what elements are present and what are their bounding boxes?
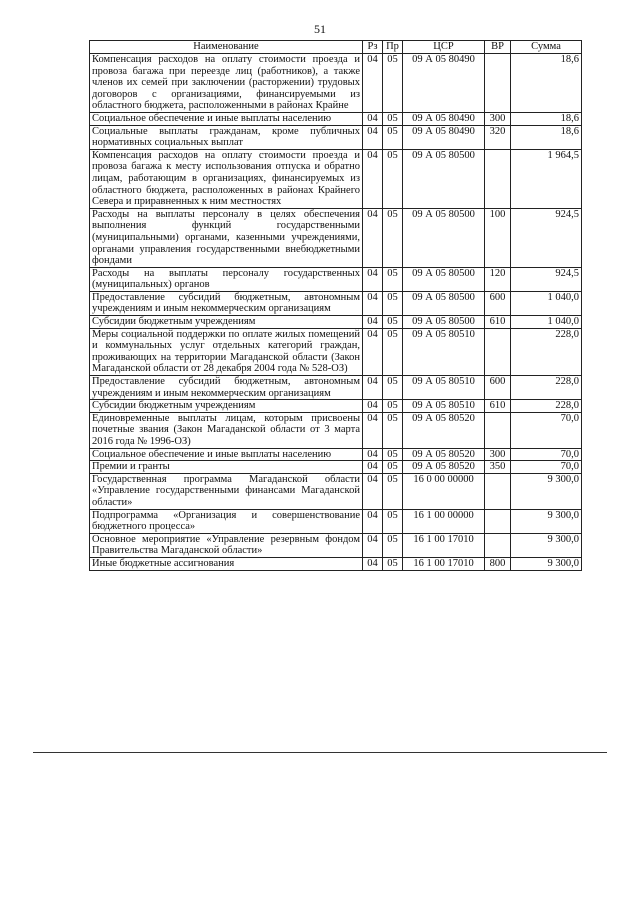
cell-sum: 70,0: [511, 461, 582, 474]
cell-sum: 18,6: [511, 54, 582, 113]
cell-sum: 228,0: [511, 328, 582, 375]
cell-sum: 9 300,0: [511, 509, 582, 533]
cell-csr: 09 А 05 80500: [403, 267, 485, 291]
cell-sum: 924,5: [511, 267, 582, 291]
table-row: [90, 473, 582, 509]
cell-vr: 600: [485, 376, 511, 400]
cell-csr: 16 0 00 00000: [403, 473, 485, 509]
bottom-divider: [33, 752, 607, 753]
cell-rz: 04: [363, 473, 383, 509]
cell-rz: 04: [363, 376, 383, 400]
cell-pr: 05: [383, 112, 403, 125]
cell-name: Субсидии бюджетным учреждениям: [90, 400, 363, 413]
cell-name: Единовременные выплаты лицам, которым присвоены почетные звания (Закон Магаданской области от 3 марта 2016 года № 1996-ОЗ): [90, 412, 363, 448]
cell-rz: 04: [363, 448, 383, 461]
cell-rz: 04: [363, 54, 383, 113]
table-row: [90, 125, 582, 149]
cell-name: Социальное обеспечение и иные выплаты населению: [90, 448, 363, 461]
table-row: [90, 112, 582, 125]
cell-name: Расходы на выплаты персоналу государственных (муниципальных) органов: [90, 267, 363, 291]
cell-vr: 610: [485, 400, 511, 413]
cell-name: Иные бюджетные ассигнования: [90, 557, 363, 570]
cell-vr: 300: [485, 112, 511, 125]
cell-name: Субсидии бюджетным учреждениям: [90, 316, 363, 329]
cell-name: Подпрограмма «Организация и совершенствование бюджетного процесса»: [90, 509, 363, 533]
cell-rz: 04: [363, 112, 383, 125]
cell-pr: 05: [383, 316, 403, 329]
cell-csr: 09 А 05 80490: [403, 54, 485, 113]
table-row: [90, 400, 582, 413]
cell-csr: 16 1 00 00000: [403, 509, 485, 533]
cell-pr: 05: [383, 328, 403, 375]
cell-rz: 04: [363, 149, 383, 208]
table-row: [90, 149, 582, 208]
cell-csr: 09 А 05 80520: [403, 461, 485, 474]
cell-rz: 04: [363, 557, 383, 570]
cell-rz: 04: [363, 328, 383, 375]
table-row: [90, 533, 582, 557]
cell-pr: 05: [383, 208, 403, 267]
cell-rz: 04: [363, 533, 383, 557]
cell-vr: 100: [485, 208, 511, 267]
cell-pr: 05: [383, 533, 403, 557]
column-header-rz: Рз: [363, 41, 383, 54]
cell-pr: 05: [383, 509, 403, 533]
cell-vr: [485, 533, 511, 557]
cell-name: Расходы на выплаты персоналу в целях обеспечения выполнения функций государственными (муниципальными) органами, казенными учреждениями, органами управления государственными внебюджетными фондами: [90, 208, 363, 267]
cell-name: Меры социальной поддержки по оплате жилых помещений и коммунальных услуг отдельных категорий граждан, проживающих на территории Магаданской области (Закон Магаданской области от 28 декабря 2004 года № 528-ОЗ): [90, 328, 363, 375]
cell-csr: 09 А 05 80500: [403, 208, 485, 267]
cell-name: Предоставление субсидий бюджетным, автономным учреждениям и иным некоммерческим организациям: [90, 376, 363, 400]
table-row: [90, 557, 582, 570]
cell-name: Социальное обеспечение и иные выплаты населению: [90, 112, 363, 125]
cell-csr: 09 А 05 80500: [403, 149, 485, 208]
cell-csr: 09 А 05 80500: [403, 291, 485, 315]
cell-sum: 1 040,0: [511, 316, 582, 329]
table-row: [90, 208, 582, 267]
cell-rz: 04: [363, 400, 383, 413]
cell-name: Компенсация расходов на оплату стоимости проезда и провоза багажа к месту использования отпуска и обратно лицам, работающим в организациях, финансируемых из областного бюджета, расположенных в районах Крайнего Севера и приравненных к ним местностях: [90, 149, 363, 208]
cell-sum: 18,6: [511, 112, 582, 125]
cell-sum: 1 040,0: [511, 291, 582, 315]
cell-name: Основное мероприятие «Управление резервным фондом Правительства Магаданской области»: [90, 533, 363, 557]
table-row: [90, 448, 582, 461]
table-row: [90, 412, 582, 448]
cell-sum: 9 300,0: [511, 533, 582, 557]
cell-sum: 228,0: [511, 400, 582, 413]
cell-csr: 09 А 05 80510: [403, 400, 485, 413]
cell-vr: [485, 328, 511, 375]
cell-pr: 05: [383, 149, 403, 208]
cell-rz: 04: [363, 461, 383, 474]
cell-vr: 320: [485, 125, 511, 149]
cell-csr: 16 1 00 17010: [403, 557, 485, 570]
cell-csr: 09 А 05 80520: [403, 448, 485, 461]
cell-sum: 228,0: [511, 376, 582, 400]
cell-pr: 05: [383, 291, 403, 315]
column-header-vr: ВР: [485, 41, 511, 54]
cell-pr: 05: [383, 376, 403, 400]
column-header-pr: Пр: [383, 41, 403, 54]
cell-rz: 04: [363, 412, 383, 448]
cell-sum: 9 300,0: [511, 473, 582, 509]
table-header-row: [90, 41, 582, 54]
cell-vr: [485, 54, 511, 113]
cell-pr: 05: [383, 267, 403, 291]
cell-rz: 04: [363, 125, 383, 149]
cell-name: Премии и гранты: [90, 461, 363, 474]
cell-name: Социальные выплаты гражданам, кроме публичных нормативных социальных выплат: [90, 125, 363, 149]
cell-sum: 18,6: [511, 125, 582, 149]
cell-pr: 05: [383, 473, 403, 509]
cell-sum: 1 964,5: [511, 149, 582, 208]
table-row: [90, 328, 582, 375]
cell-name: Компенсация расходов на оплату стоимости проезда и провоза багажа при переезде лиц (работников), а также членов их семей при заключении (расторжении) трудовых договоров с организациями, финансируемыми из областного бюджета, расположенными в районах Крайне: [90, 54, 363, 113]
cell-rz: 04: [363, 208, 383, 267]
cell-sum: 70,0: [511, 412, 582, 448]
cell-pr: 05: [383, 461, 403, 474]
budget-table: [89, 40, 582, 571]
cell-vr: 800: [485, 557, 511, 570]
cell-csr: 09 А 05 80490: [403, 112, 485, 125]
cell-pr: 05: [383, 125, 403, 149]
cell-pr: 05: [383, 557, 403, 570]
cell-csr: 16 1 00 17010: [403, 533, 485, 557]
table-row: [90, 461, 582, 474]
cell-vr: 600: [485, 291, 511, 315]
cell-sum: 70,0: [511, 448, 582, 461]
cell-csr: 09 А 05 80490: [403, 125, 485, 149]
cell-sum: 9 300,0: [511, 557, 582, 570]
cell-csr: 09 А 05 80510: [403, 376, 485, 400]
cell-sum: 924,5: [511, 208, 582, 267]
cell-vr: 120: [485, 267, 511, 291]
cell-pr: 05: [383, 54, 403, 113]
cell-rz: 04: [363, 291, 383, 315]
cell-name: Предоставление субсидий бюджетным, автономным учреждениям и иным некоммерческим организациям: [90, 291, 363, 315]
page-number: 51: [314, 22, 326, 36]
cell-rz: 04: [363, 267, 383, 291]
cell-pr: 05: [383, 412, 403, 448]
cell-rz: 04: [363, 509, 383, 533]
cell-vr: [485, 509, 511, 533]
table-body: [90, 54, 582, 571]
cell-vr: [485, 412, 511, 448]
cell-vr: 350: [485, 461, 511, 474]
cell-pr: 05: [383, 400, 403, 413]
cell-vr: [485, 473, 511, 509]
table-row: [90, 54, 582, 113]
cell-csr: 09 А 05 80510: [403, 328, 485, 375]
table-row: [90, 376, 582, 400]
cell-csr: 09 А 05 80520: [403, 412, 485, 448]
column-header-csr: ЦСР: [403, 41, 485, 54]
column-header-sum: Сумма: [511, 41, 582, 54]
column-header-name: Наименование: [90, 41, 363, 54]
table-row: [90, 509, 582, 533]
cell-csr: 09 А 05 80500: [403, 316, 485, 329]
cell-vr: 300: [485, 448, 511, 461]
cell-pr: 05: [383, 448, 403, 461]
table-row: [90, 316, 582, 329]
cell-vr: [485, 149, 511, 208]
table-row: [90, 291, 582, 315]
cell-vr: 610: [485, 316, 511, 329]
cell-rz: 04: [363, 316, 383, 329]
cell-name: Государственная программа Магаданской области «Управление государственными финансами Магаданской области»: [90, 473, 363, 509]
table-row: [90, 267, 582, 291]
